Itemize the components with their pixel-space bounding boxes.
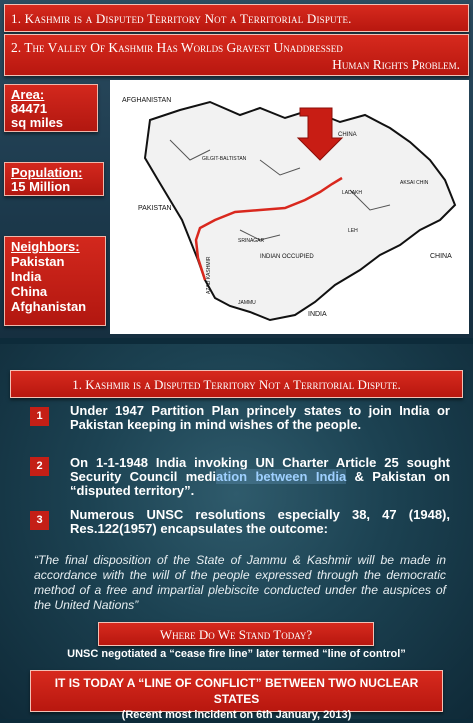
slide1-title: 1. Kashmir is a Disputed Territory Not a Territorial Dispute. bbox=[4, 4, 469, 32]
neighbor-item: Afghanistan bbox=[11, 299, 87, 314]
map-label-india: INDIA bbox=[308, 311, 327, 318]
point-number: 3 bbox=[30, 511, 49, 530]
today-line-1: IT IS TODAY A “LINE OF CONFLICT” BETWEEN TWO NUCLEAR STATES bbox=[54, 676, 419, 706]
kashmir-map bbox=[110, 80, 469, 334]
kashmir-outline bbox=[145, 102, 455, 320]
map-label-azad: AZAD KASHMIR bbox=[206, 256, 212, 294]
subtitle-line-1: 2. The Valley Of Kashmir Has Worlds Gravest Unaddressed bbox=[11, 40, 343, 55]
map-label-aksai: AKSAI CHIN bbox=[400, 180, 429, 186]
neighbors-box bbox=[4, 236, 106, 326]
ceasefire-text: UNSC negotiated a “cease fire line” later termed “line of control” bbox=[67, 648, 406, 660]
text-selection[interactable]: ation between India bbox=[216, 469, 347, 484]
today-box bbox=[30, 670, 443, 721]
slide2-title: 1. Kashmir is a Disputed Territory Not a Territorial Dispute. bbox=[10, 370, 463, 398]
subtitle-line-2: Human Rights Problem. bbox=[332, 57, 460, 72]
point-text[interactable] bbox=[70, 456, 450, 498]
map-label-pakistan: PAKISTAN bbox=[138, 205, 172, 212]
point-text-part: & Pakistan on “disputed territory”. bbox=[70, 469, 450, 498]
neighbors-label: Neighbors: bbox=[11, 239, 80, 254]
point-text: Under 1947 Partition Plan princely states to join India or Pakistan keeping in mind wishes of the people. bbox=[70, 403, 450, 432]
area-label: Area: bbox=[11, 87, 45, 102]
area-value-2: sq miles bbox=[11, 115, 64, 130]
area-value-1: 84471 bbox=[11, 101, 48, 116]
neighbor-item: Pakistan bbox=[11, 254, 65, 269]
point-number: 1 bbox=[30, 407, 49, 426]
map-label-china-top: CHINA bbox=[338, 132, 357, 138]
map-label-gilgit: GILGIT-BALTISTAN bbox=[202, 156, 247, 162]
today-line-2: (Recent most incident on 6th January, 2013) bbox=[121, 709, 352, 721]
map-label-srinagar: SRINAGAR bbox=[238, 238, 265, 244]
map-label-jammu: JAMMU bbox=[238, 300, 256, 306]
point-number: 2 bbox=[30, 457, 49, 476]
area-box bbox=[4, 84, 98, 132]
point-text: Numerous UNSC resolutions especially 38, 47 (1948), Res.122(1957) encapsulates the outcome: bbox=[70, 507, 450, 536]
map-label-leh: LEH bbox=[348, 228, 358, 234]
population-box bbox=[4, 162, 104, 196]
map-label-afghanistan: AFGHANISTAN bbox=[122, 97, 172, 104]
point-text-part: On 1-1-1948 India invoking UN Charter Article 25 sought Security Council medi bbox=[70, 455, 450, 484]
neighbor-item: India bbox=[11, 269, 42, 284]
un-quote: “The final disposition of the State of Jammu & Kashmir will be made in accordance with the will of the people expressed through the democratic method of a free and impartial plebiscite conducted under the auspices of the United Nations” bbox=[34, 553, 446, 612]
map-label-china-right: CHINA bbox=[430, 253, 452, 260]
population-label: Population: bbox=[11, 165, 83, 180]
population-value: 15 Million bbox=[11, 179, 71, 194]
map-label-indian-occupied: INDIAN OCCUPIED bbox=[260, 254, 314, 260]
map-label-ladakh: LADAKH bbox=[342, 190, 363, 196]
neighbor-item: China bbox=[11, 284, 48, 299]
slide1-subtitle bbox=[4, 34, 469, 76]
where-title: Where Do We Stand Today? bbox=[98, 622, 374, 646]
